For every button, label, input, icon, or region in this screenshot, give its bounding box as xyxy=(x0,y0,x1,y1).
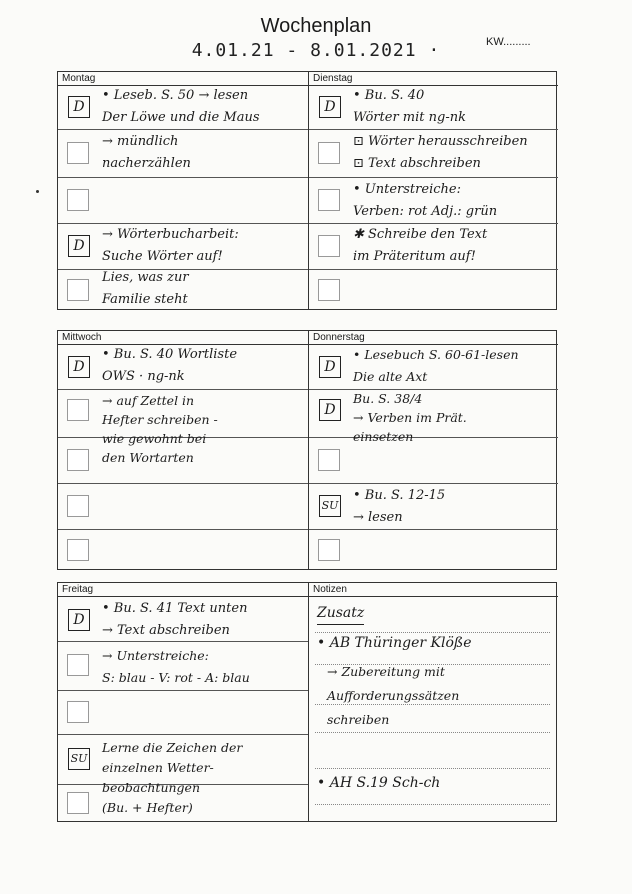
calendar-week-label: KW......... xyxy=(486,36,531,48)
block-fri-notes xyxy=(57,582,557,822)
dotted-line xyxy=(315,704,550,705)
subject-mark: D xyxy=(68,356,90,378)
task-text: • Bu. S. 12-15 → lesen xyxy=(353,488,446,525)
day-freitag xyxy=(58,583,308,821)
day-label: Mittwoch xyxy=(58,331,308,345)
task-row xyxy=(58,690,308,735)
task-row xyxy=(58,177,308,224)
margin-dot xyxy=(36,190,39,193)
day-montag xyxy=(58,72,308,309)
task-row xyxy=(309,389,558,444)
task-text: → auf Zettel in Hefter schreiben - wie gewohnt bei den Wortarten xyxy=(102,393,218,465)
subject-mark: D xyxy=(319,96,341,118)
subject-mark: D xyxy=(319,356,341,378)
task-text: • Leseb. S. 50 → lesen Der Löwe und die Maus xyxy=(102,88,260,125)
task-row xyxy=(58,596,308,642)
day-label: Montag xyxy=(58,72,308,86)
task-text: ✱ Schreibe den Text im Präteritum auf! xyxy=(353,227,488,264)
task-checkbox[interactable] xyxy=(67,399,89,421)
day-donnerstag xyxy=(308,331,558,569)
task-text: Lies, was zur Familie steht xyxy=(102,270,189,307)
notes-ah-line: • AH S.19 Sch-ch xyxy=(317,775,441,791)
task-checkbox[interactable] xyxy=(318,539,340,561)
notes-section xyxy=(308,583,558,821)
task-row xyxy=(309,344,558,390)
task-text: • Bu. S. 41 Text unten → Text abschreiben xyxy=(102,601,248,638)
day-label: Dienstag xyxy=(309,72,558,86)
task-row xyxy=(309,223,558,270)
task-text: → Unterstreiche: S: blau - V: rot - A: blau xyxy=(102,648,250,685)
task-text: • Unterstreiche: Verben: rot Adj.: grün xyxy=(353,182,498,219)
task-row xyxy=(58,483,308,530)
task-row xyxy=(58,129,308,178)
task-checkbox[interactable] xyxy=(67,701,89,723)
task-row xyxy=(58,734,308,815)
task-checkbox[interactable] xyxy=(318,279,340,301)
dotted-line xyxy=(315,768,550,769)
subject-mark: D xyxy=(68,235,90,257)
task-text: → Wörterbucharbeit: Suche Wörter auf! xyxy=(102,227,239,264)
task-text: Bu. S. 38/4 → Verben im Prät. einsetzen xyxy=(353,391,467,444)
task-text: Lerne die Zeichen der einzelnen Wetter- beobachtungen (Bu. + Hefter) xyxy=(102,740,243,815)
task-row xyxy=(309,177,558,224)
task-row xyxy=(309,129,558,178)
date-range: 4.01.21 - 8.01.2021 · xyxy=(191,40,441,61)
page-title: Wochenplan xyxy=(260,15,372,37)
task-row xyxy=(58,784,308,822)
task-checkbox[interactable] xyxy=(67,142,89,164)
task-text: → mündlich nacherzählen xyxy=(102,134,191,171)
notes-ab-task: → Zubereitung mit Aufforderungssätzen schreiben xyxy=(327,664,460,727)
task-checkbox[interactable] xyxy=(318,235,340,257)
task-checkbox[interactable] xyxy=(318,189,340,211)
day-label: Freitag xyxy=(58,583,308,597)
notes-label: Notizen xyxy=(309,583,558,597)
task-text: • Bu. S. 40 Wortliste OWS · ng-nk xyxy=(102,347,238,384)
task-row xyxy=(309,85,558,130)
task-text: • Lesebuch S. 60-61-lesen Die alte Axt xyxy=(353,347,519,384)
task-checkbox[interactable] xyxy=(318,142,340,164)
task-row xyxy=(58,344,308,390)
task-checkbox[interactable] xyxy=(67,495,89,517)
task-checkbox[interactable] xyxy=(67,189,89,211)
subject-mark: SU xyxy=(68,748,90,770)
task-row xyxy=(58,223,308,270)
task-checkbox[interactable] xyxy=(318,449,340,471)
task-row xyxy=(309,483,558,530)
subject-mark: D xyxy=(319,399,341,421)
subject-mark: D xyxy=(68,609,90,631)
dotted-line xyxy=(315,732,550,733)
task-text: ⊡ Wörter herausschreiben ⊡ Text abschreiben xyxy=(353,134,528,171)
day-label: Donnerstag xyxy=(309,331,558,345)
task-row xyxy=(58,269,308,310)
task-row xyxy=(309,437,558,484)
block-mon-tue xyxy=(57,71,557,310)
task-row xyxy=(309,529,558,571)
task-row xyxy=(58,85,308,130)
task-row xyxy=(58,529,308,571)
notes-ab-line: • AB Thüringer Klöße xyxy=(317,635,472,651)
task-text: • Bu. S. 40 Wörter mit ng-nk xyxy=(353,88,466,125)
task-checkbox[interactable] xyxy=(67,449,89,471)
task-checkbox[interactable] xyxy=(67,654,89,676)
day-dienstag xyxy=(308,72,558,309)
task-checkbox[interactable] xyxy=(67,539,89,561)
block-wed-thu xyxy=(57,330,557,570)
notes-zusatz: Zusatz xyxy=(317,602,364,625)
task-row xyxy=(58,641,308,691)
dotted-line xyxy=(315,804,550,805)
task-checkbox[interactable] xyxy=(67,279,89,301)
subject-mark: SU xyxy=(319,495,341,517)
task-row xyxy=(58,437,308,484)
task-row xyxy=(58,389,308,465)
task-row xyxy=(309,269,558,310)
subject-mark: D xyxy=(68,96,90,118)
day-mittwoch xyxy=(58,331,308,569)
task-checkbox[interactable] xyxy=(67,792,89,814)
